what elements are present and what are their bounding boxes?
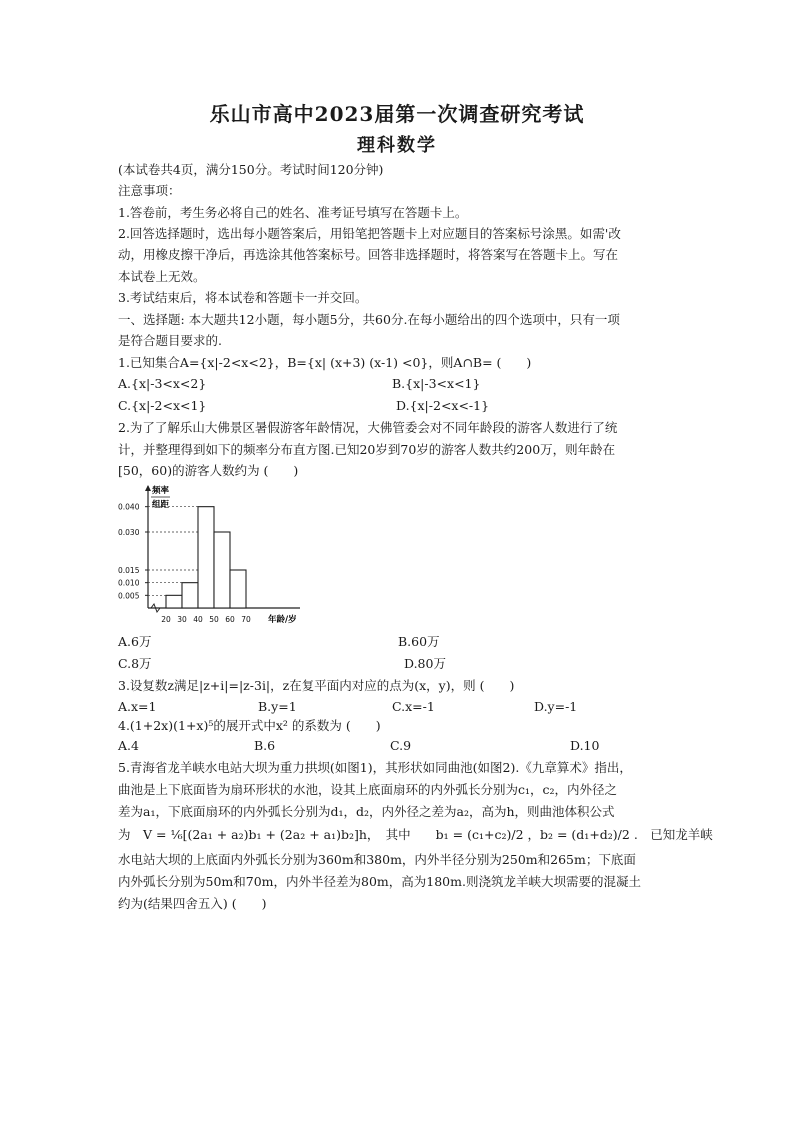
- q3-option-b: B.y=1: [258, 699, 297, 714]
- q3-option-a: A.x=1: [118, 699, 157, 714]
- y-axis-label-top: 频率: [152, 486, 170, 496]
- q5-line-7: 约为(结果四舍五入) ( ): [118, 896, 267, 911]
- x-tick-label: 50: [209, 615, 219, 624]
- q2-option-b: B.60万: [398, 634, 440, 649]
- q2-option-a: A.6万: [118, 634, 152, 649]
- histogram-bar: [166, 595, 182, 608]
- q3-option-d: D.y=-1: [534, 699, 578, 714]
- histogram-bar: [198, 507, 214, 608]
- y-axis-label-bottom: 组距: [152, 500, 170, 510]
- q3-option-c: C.x=-1: [392, 699, 435, 714]
- histogram-bar: [182, 583, 198, 608]
- q4-option-c: C.9: [390, 738, 412, 753]
- notice-heading: 注意事项：: [118, 183, 181, 198]
- notice-item-1: 1.答卷前，考生务必将自己的姓名、准考证号填写在答题卡上。: [118, 205, 468, 220]
- x-tick-label: 70: [241, 615, 251, 624]
- exam-subject: 理科数学: [357, 135, 437, 156]
- q5-line-1: 5.青海省龙羊峡水电站大坝为重力拱坝(如图1)，其形状如同曲池(如图2).《九章算术》指出，: [118, 760, 632, 775]
- y-tick-label: 0.005: [118, 591, 140, 601]
- section-heading-cont: 是符合题目要求的.: [118, 333, 222, 348]
- histogram-bar: [214, 532, 230, 608]
- y-tick-label: 0.015: [118, 566, 140, 575]
- q2-stem-3: [50，60)的游客人数约为 ( ): [118, 463, 299, 478]
- q4-option-b: B.6: [254, 738, 276, 753]
- q2-stem-2: 计，并整理得到如下的频率分布直方图.已知20岁到70岁的游客人数共约200万，则年龄在: [118, 442, 616, 457]
- notice-item-2b: 动，用橡皮擦干净后，再选涂其他答案标号。回答非选择题时，将答案写在答题卡上。写在: [118, 247, 619, 262]
- q5-line-6: 内外弧长分别为50m和70m，内外半径差为80m，高为180m.则浇筑龙羊峡大坝需要的混凝土: [118, 874, 641, 889]
- q1-option-d: D.{x|-2<x<-1}: [396, 398, 490, 413]
- q1-option-c: C.{x|-2<x<1}: [118, 398, 207, 413]
- y-tick-label: 0.040: [118, 502, 140, 512]
- x-tick-label: 30: [177, 615, 187, 624]
- q5-line-2: 曲池是上下底面皆为扇环形状的水池，设其上底面扇环的内外弧长分别为c₁，c₂，内外径之: [118, 782, 618, 797]
- section-heading: 一、选择题: 本大题共12小题，每小题5分，共60分.在每小题给出的四个选项中，只有一项: [118, 312, 620, 327]
- notice-item-2c: 本试卷上无效。: [118, 269, 206, 284]
- q3-stem: 3.设复数z满足|z+i|=|z-3i|，z在复平面内对应的点为(x，y)，则 ( ): [118, 678, 515, 693]
- x-tick-label: 40: [193, 615, 203, 624]
- y-axis-arrow: [145, 485, 151, 491]
- notice-item-3: 3.考试结束后，将本试卷和答题卡一并交回。: [118, 290, 368, 305]
- q2-option-c: C.8万: [118, 656, 152, 671]
- exam-note: (本试卷共4页，满分150分。考试时间120分钟): [118, 162, 384, 177]
- q1-option-b: B.{x|-3<x<1}: [392, 376, 481, 391]
- x-tick-label: 20: [161, 615, 171, 624]
- q1-option-a: A.{x|-3<x<2}: [118, 376, 207, 391]
- q5-line-3: 差为a₁，下底面扇环的内外弧长分别为d₁，d₂，内外径之差为a₂，高为h，则曲池体积公式: [118, 804, 615, 819]
- y-tick-label: 0.010: [118, 578, 140, 588]
- y-tick-label: 0.030: [118, 528, 140, 537]
- q2-stem-1: 2.为了了解乐山大佛景区暑假游客年龄情况，大佛管委会对不同年龄段的游客人数进行了统: [118, 420, 618, 435]
- histogram-chart: [118, 484, 300, 632]
- histogram-bar: [230, 570, 246, 608]
- notice-item-2a: 2.回答选择题时，选出每小题答案后，用铅笔把答题卡上对应题目的答案标号涂黑。如需'改: [118, 226, 621, 241]
- x-axis-label: 年龄/岁: [268, 615, 297, 625]
- q4-stem: 4.(1+2x)(1+x)⁵的展开式中x² 的系数为 ( ): [118, 718, 381, 733]
- q5-formula-line: 为 V = ⅙[(2a₁ + a₂)b₁ + (2a₂ + a₁)b₂]h， 其中 b₁ = (c₁+c₂)/2 ，b₂ = (d₁+d₂)/2 . 已知龙羊峡: [118, 827, 713, 842]
- q4-option-d: D.10: [570, 738, 600, 753]
- x-tick-label: 60: [225, 615, 235, 624]
- histogram-marks: [118, 503, 251, 624]
- q4-option-a: A.4: [118, 738, 139, 753]
- q2-option-d: D.80万: [404, 656, 446, 671]
- exam-title: 乐山市高中2023届第一次调查研究考试: [209, 102, 585, 126]
- q1-stem: 1.已知集合A={x|-2<x<2}，B={x| (x+3) (x-1) <0}，则A∩B= ( ): [118, 355, 532, 370]
- q5-line-5: 水电站大坝的上底面内外弧长分别为360m和380m，内外半径分别为250m和265m；下底面: [118, 852, 636, 867]
